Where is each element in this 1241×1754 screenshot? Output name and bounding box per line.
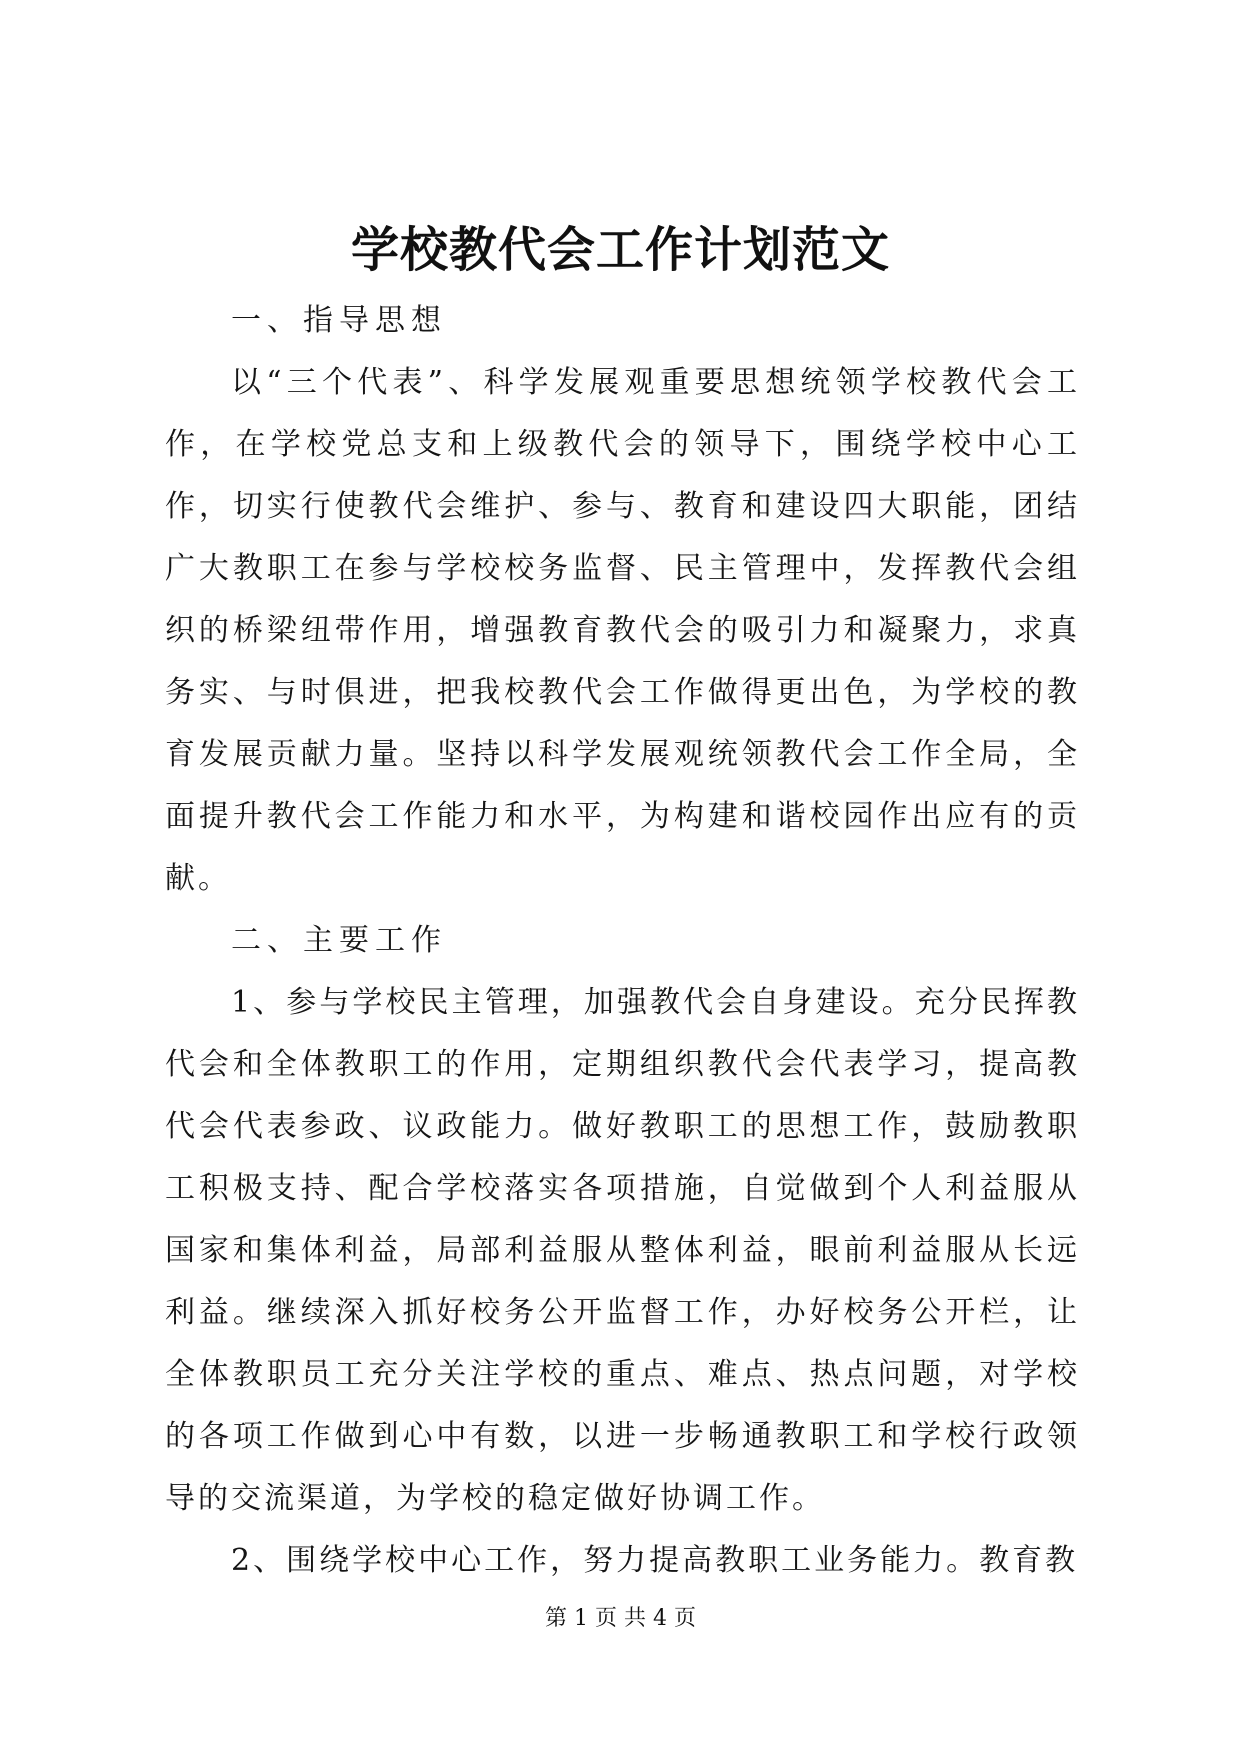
- paragraph-guiding-ideology: 以“三个代表”、科学发展观重要思想统领学校教代会工作，在学校党总支和上级教代会的领导下，围绕学校中心工作，切实行使教代会维护、参与、教育和建设四大职能，团结广大教职工在参与学校校务监督、民主管理中，发挥教代会组织的桥梁纽带作用，增强教育教代会的吸引力和凝聚力，求真务实、与时俱进，把我校教代会工作做得更出色，为学校的教育发展贡献力量。坚持以科学发展观统领教代会工作全局，全面提升教代会工作能力和水平，为构建和谐校园作出应有的贡献。: [165, 365, 1080, 896]
- section-heading-guiding-ideology: 一、指导思想: [231, 303, 447, 338]
- section-heading-main-work: 二、主要工作: [231, 923, 447, 958]
- page-footer: 第 1 页 共 4 页: [545, 1606, 696, 1631]
- paragraph-main-work-1: 1、参与学校民主管理，加强教代会自身建设。充分民挥教代会和全体教职工的作用，定期组织教代会代表学习，提高教代会代表参政、议政能力。做好教职工的思想工作，鼓励教职工积极支持、配合学校落实各项措施，自觉做到个人利益服从国家和集体利益，局部利益服从整体利益，眼前利益服从长远利益。继续深入抓好校务公开监督工作，办好校务公开栏，让全体教职员工充分关注学校的重点、难点、热点问题，对学校的各项工作做到心中有数，以进一步畅通教职工和学校行政领导的交流渠道，为学校的稳定做好协调工作。: [165, 985, 1080, 1516]
- paragraph-main-work-2: 2、围绕学校中心工作，努力提高教职工业务能力。教育教: [231, 1543, 1079, 1578]
- document-title: 学校教代会工作计划范文: [350, 222, 890, 278]
- document-body: [165, 290, 1080, 1592]
